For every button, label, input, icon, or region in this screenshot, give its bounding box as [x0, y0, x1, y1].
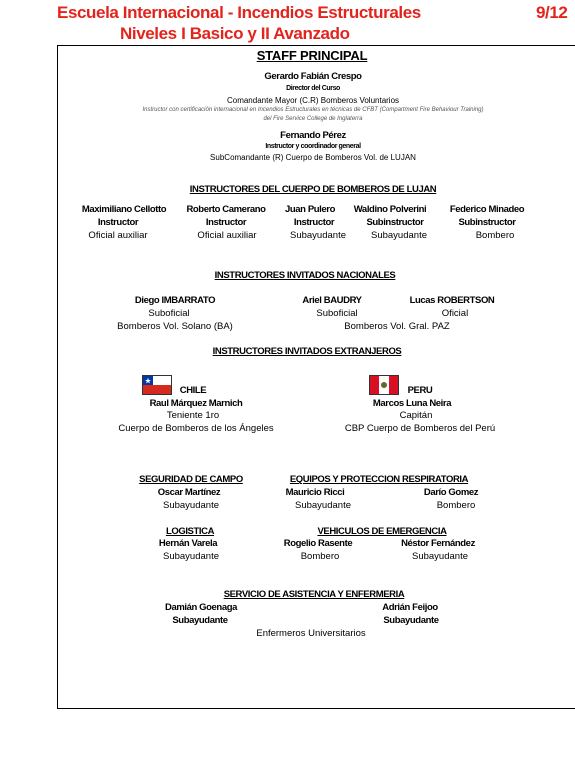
servicio-rank: Subayudante — [383, 615, 439, 626]
lujan-role: Instructor — [205, 217, 247, 228]
equipos-name: Darío Gomez — [423, 487, 479, 498]
director-role: Director del Curso — [286, 85, 340, 92]
servicio-name: Damián Goenaga — [164, 602, 238, 613]
heading-logistica: LOGISTICA — [165, 526, 215, 537]
lujan-name: Roberto Camerano — [186, 204, 266, 215]
lujan-role: Instructor — [293, 217, 335, 228]
lujan-rank: Oficial auxiliar — [88, 230, 148, 241]
lujan-role: Instructor — [97, 217, 139, 228]
peru-flag-icon — [369, 375, 399, 395]
director-rank: Comandante Mayor (C.R) Bomberos Voluntarios — [226, 96, 400, 105]
extranjero-org: CBP Cuerpo de Bomberos del Perú — [344, 423, 496, 434]
equipos-name: Mauricio Ricci — [285, 487, 345, 498]
nacional-rank: Oficial — [441, 308, 469, 319]
extranjero-rank: Teniente 1ro — [166, 410, 220, 421]
extranjero-rank: Capitán — [399, 410, 433, 421]
seguridad-rank: Subayudante — [163, 500, 219, 511]
logistica-name: Hernán Varela — [158, 538, 218, 549]
lujan-rank: Subayudante — [290, 230, 346, 241]
director-note-1: Instructor con certificación internacional en Incendios Estructurales en técnicas de CFBT (Compartment Fire Behaviour Training) — [142, 107, 484, 113]
servicio-name: Adrián Feijoo — [382, 602, 438, 613]
lujan-role: Subinstructor — [366, 217, 424, 228]
heading-lujan: INSTRUCTORES DEL CUERPO DE BOMBEROS DE LUJAN — [189, 184, 437, 195]
header-title-line1: Escuela Internacional - Incendios Estructurales — [57, 3, 421, 22]
lujan-rank: Bombero — [475, 230, 515, 241]
nacional-name: Ariel BAUDRY — [302, 295, 362, 306]
nacional-org: Bomberos Vol. Solano (BA) — [117, 321, 233, 332]
heading-vehiculos: VEHICULOS DE EMERGENCIA — [317, 526, 447, 537]
equipos-rank: Bombero — [436, 500, 476, 511]
extranjero-org: Cuerpo de Bomberos de los Ángeles — [118, 423, 274, 434]
lujan-name: Waldino Polverini — [353, 204, 427, 215]
page-number: 9/12 — [536, 3, 568, 22]
lujan-name: Juan Pulero — [285, 204, 335, 215]
director-note-2: del Fire Service College de Inglaterra — [263, 116, 363, 122]
equipos-rank: Subayudante — [295, 500, 351, 511]
servicio-rank: Subayudante — [172, 615, 228, 626]
extranjero-name: Marcos Luna Neira — [372, 398, 452, 409]
lujan-rank: Oficial auxiliar — [197, 230, 257, 241]
heading-extranjeros: INSTRUCTORES INVITADOS EXTRANJEROS — [212, 346, 402, 357]
coordinator-role: Instructor y coordinador general — [265, 143, 361, 150]
extranjero-name: Raul Márquez Marnich — [149, 398, 243, 409]
heading-nacionales: INSTRUCTORES INVITADOS NACIONALES — [214, 270, 396, 281]
nacional-name: Diego IMBARRATO — [134, 295, 216, 306]
chile-country-label: CHILE — [179, 385, 207, 396]
nacional-rank: Suboficial — [316, 308, 358, 319]
vehiculos-name: Néstor Fernández — [401, 538, 475, 549]
heading-servicio: SERVICIO DE ASISTENCIA Y ENFERMERIA — [223, 589, 405, 600]
lujan-rank: Subayudante — [371, 230, 427, 241]
lujan-role: Subinstructor — [458, 217, 516, 228]
vehiculos-rank: Bombero — [300, 551, 340, 562]
nacional-name: Lucas ROBERTSON — [409, 295, 495, 306]
director-name: Gerardo Fabián Crespo — [264, 71, 362, 82]
vehiculos-rank: Subayudante — [412, 551, 468, 562]
header-title-line2: Niveles I Basico y II Avanzado — [120, 24, 350, 43]
lujan-name: Federico Minadeo — [449, 204, 525, 215]
seguridad-name: Oscar Martínez — [157, 487, 221, 498]
heading-equipos: EQUIPOS Y PROTECCION RESPIRATORIA — [289, 474, 469, 485]
vehiculos-name: Rogelio Rasente — [283, 538, 353, 549]
servicio-footer: Enfermeros Universitarios — [256, 628, 366, 639]
coordinator-name: Fernando Pérez — [280, 130, 346, 141]
nacional-rank: Suboficial — [148, 308, 190, 319]
heading-seguridad: SEGURIDAD DE CAMPO — [139, 474, 243, 485]
nacional-org: Bomberos Vol. Gral. PAZ — [344, 321, 450, 332]
logistica-rank: Subayudante — [163, 551, 219, 562]
chile-flag-icon — [142, 375, 172, 395]
section-title-staff: STAFF PRINCIPAL — [256, 48, 368, 63]
lujan-name: Maximiliano Cellotto — [81, 204, 167, 215]
coordinator-rank: SubComandante (R) Cuerpo de Bomberos Vol. de LUJAN — [210, 153, 416, 162]
peru-country-label: PERU — [407, 385, 433, 396]
